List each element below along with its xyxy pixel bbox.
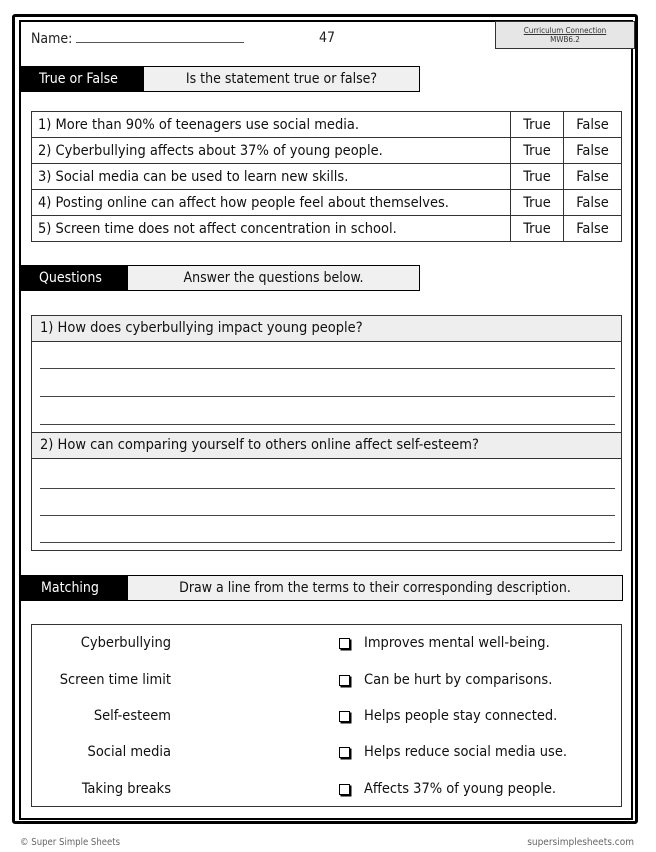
curriculum-code: MWB6.2 [550, 35, 580, 44]
table-row [32, 190, 622, 216]
question-2-box [31, 432, 622, 551]
matching-term[interactable]: Self-esteem [93, 708, 171, 724]
questions-section-header [19, 265, 420, 291]
answer-line[interactable] [40, 488, 615, 489]
section-instruction-questions: Answer the questions below. [127, 265, 420, 291]
answer-line[interactable] [40, 424, 615, 425]
matching-term[interactable]: Screen time limit [59, 672, 171, 688]
section-instruction-matching: Draw a line from the terms to their corresponding description. [127, 575, 623, 601]
table-row [32, 164, 622, 190]
statement: 4) Posting online can affect how people feel about themselves. [32, 190, 511, 216]
checkbox-icon[interactable] [339, 711, 350, 722]
section-tag-true-false: True or False [19, 66, 143, 92]
checkbox-icon[interactable] [339, 638, 350, 649]
matching-description[interactable]: Helps reduce social media use. [339, 744, 567, 760]
statement: 5) Screen time does not affect concentration in school. [32, 216, 511, 242]
page-number: 47 [319, 30, 336, 46]
true-option[interactable]: True [511, 112, 564, 138]
true-option[interactable]: True [511, 138, 564, 164]
checkbox-icon[interactable] [339, 675, 350, 686]
question-1-prompt: 1) How does cyberbullying impact young people? [32, 316, 621, 342]
true-false-section-header [19, 66, 420, 92]
checkbox-icon[interactable] [339, 747, 350, 758]
statement: 3) Social media can be used to learn new skills. [32, 164, 511, 190]
question-2-prompt: 2) How can comparing yourself to others online affect self-esteem? [32, 433, 621, 459]
curriculum-connection-title: Curriculum Connection [523, 26, 607, 35]
true-false-table [31, 111, 622, 242]
answer-line[interactable] [40, 368, 615, 369]
checkbox-icon[interactable] [339, 784, 350, 795]
section-instruction-true-false: Is the statement true or false? [143, 66, 420, 92]
true-option[interactable]: True [511, 190, 564, 216]
matching-description[interactable]: Improves mental well-being. [339, 635, 550, 651]
false-option[interactable]: False [564, 216, 622, 242]
name-label: Name: [31, 31, 73, 47]
matching-description[interactable]: Can be hurt by comparisons. [339, 672, 552, 688]
matching-term[interactable]: Social media [87, 744, 171, 760]
copyright-text: © Super Simple Sheets [20, 837, 121, 848]
website-link[interactable]: supersimplesheets.com [527, 837, 634, 848]
table-row [32, 216, 622, 242]
table-row [32, 112, 622, 138]
statement: 1) More than 90% of teenagers use social media. [32, 112, 511, 138]
name-field[interactable] [31, 30, 244, 47]
false-option[interactable]: False [564, 190, 622, 216]
curriculum-connection-box [495, 21, 635, 49]
name-blank-line[interactable] [76, 30, 244, 43]
matching-section-header [19, 575, 623, 601]
true-option[interactable]: True [511, 164, 564, 190]
answer-line[interactable] [40, 515, 615, 516]
matching-term[interactable]: Taking breaks [81, 781, 171, 797]
table-row [32, 138, 622, 164]
false-option[interactable]: False [564, 164, 622, 190]
matching-term[interactable]: Cyberbullying [80, 635, 171, 651]
false-option[interactable]: False [564, 138, 622, 164]
matching-description[interactable]: Helps people stay connected. [339, 708, 557, 724]
matching-box [31, 624, 622, 807]
section-tag-questions: Questions [19, 265, 127, 291]
true-option[interactable]: True [511, 216, 564, 242]
answer-line[interactable] [40, 396, 615, 397]
question-1-box [31, 315, 622, 433]
false-option[interactable]: False [564, 112, 622, 138]
statement: 2) Cyberbullying affects about 37% of young people. [32, 138, 511, 164]
answer-line[interactable] [40, 542, 615, 543]
section-tag-matching: Matching [19, 575, 127, 601]
matching-description[interactable]: Affects 37% of young people. [339, 781, 556, 797]
